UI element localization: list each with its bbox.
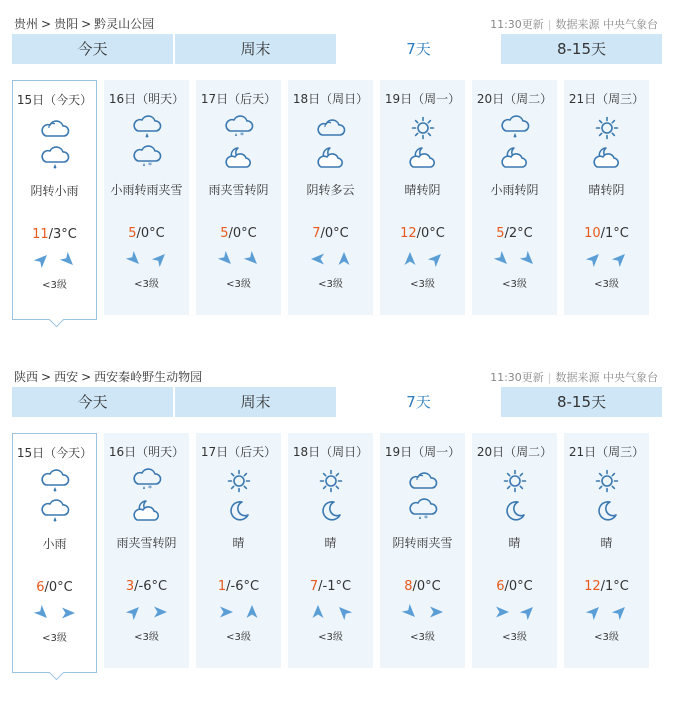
wind-directions (472, 604, 557, 620)
sun-icon (564, 115, 649, 139)
day-date: 15日（今天） (16, 93, 93, 107)
wind-arrow-icon (336, 251, 352, 267)
partly-cloudy-night-icon (196, 145, 281, 169)
breadcrumb-location[interactable]: 黔灵山公园 (94, 17, 155, 31)
cloudy-icon (13, 116, 96, 140)
temp-low: /0°C (416, 226, 445, 241)
weather-description: 阴转小雨 (30, 184, 79, 198)
day-card[interactable] (288, 80, 373, 315)
tab-8-15days[interactable]: 8-15天 (501, 34, 662, 64)
day-date: 20日（周二） (476, 92, 553, 106)
data-source: 数据来源 中央气象台 (555, 371, 658, 384)
wind-level: <3级 (318, 632, 343, 643)
sleet-icon (196, 115, 281, 139)
day-card[interactable] (564, 80, 649, 315)
svg-text:*: * (239, 131, 244, 140)
temp-low: /1°C (600, 226, 629, 241)
temp-low: /2°C (504, 226, 533, 241)
tab-7days[interactable]: 7天 (338, 387, 501, 417)
wind-level: <3级 (502, 279, 527, 290)
wind-arrow-icon (494, 251, 510, 267)
breadcrumb-province[interactable]: 贵州 (14, 17, 39, 31)
partly-cloudy-night-icon (104, 498, 189, 522)
wind-arrow-icon (520, 604, 536, 620)
wind-level: <3级 (134, 632, 159, 643)
svg-text:*: * (423, 514, 428, 523)
temperature (104, 579, 189, 594)
temp-low: /0°C (412, 579, 441, 594)
temp-high: 12 (584, 579, 601, 594)
temperature (472, 579, 557, 594)
data-source: 数据来源 中央气象台 (555, 18, 658, 31)
moon-icon (196, 498, 281, 522)
wind-directions (104, 251, 189, 267)
weather-description: 晴 (508, 536, 521, 550)
temp-high: 10 (584, 226, 601, 241)
wind-level: <3级 (226, 632, 251, 643)
day-card[interactable] (12, 80, 97, 320)
temp-high: 7 (309, 579, 319, 594)
day-date: 16日（明天） (108, 92, 185, 106)
wind-arrow-icon (310, 604, 326, 620)
update-info: 11:30更新 | 数据来源 中央气象台 (490, 371, 658, 384)
temp-low: /1°C (600, 579, 629, 594)
temp-low: /-1°C (318, 579, 352, 594)
temp-high: 3 (125, 579, 135, 594)
panel-header (12, 10, 662, 34)
day-date: 21日（周三） (568, 445, 645, 459)
temp-high: 7 (312, 226, 321, 241)
cloudy-icon (288, 115, 373, 139)
wind-arrow-icon (586, 251, 602, 267)
wind-directions (104, 604, 189, 620)
rain-icon (13, 499, 96, 523)
wind-arrow-icon (152, 604, 168, 620)
panel-header (12, 363, 662, 387)
temperature (13, 580, 96, 595)
temperature (380, 226, 465, 241)
tab-weekend[interactable]: 周末 (175, 387, 338, 417)
partly-cloudy-night-icon (380, 145, 465, 169)
weather-description: 小雨 (42, 537, 67, 551)
day-date: 21日（周三） (568, 92, 645, 106)
day-card[interactable] (472, 80, 557, 315)
wind-arrow-icon (428, 251, 444, 267)
weather-description: 雨夹雪转阴 (116, 536, 177, 550)
range-tabs (12, 387, 662, 417)
breadcrumb-location[interactable]: 西安秦岭野生动物园 (94, 370, 203, 384)
day-card[interactable] (288, 433, 373, 668)
weather-description: 晴转阴 (588, 183, 625, 197)
weather-description: 晴 (232, 536, 245, 550)
temp-high: 11 (32, 227, 49, 242)
wind-arrow-icon (336, 604, 352, 620)
temp-high: 1 (217, 579, 227, 594)
temp-low: /3°C (48, 227, 77, 242)
day-card[interactable] (380, 433, 465, 668)
forecast-panel-xian (12, 363, 662, 678)
temp-low: /0°C (228, 226, 257, 241)
update-time: 11:30更新 (490, 18, 544, 31)
wind-arrow-icon (494, 604, 510, 620)
sleet-icon (104, 145, 189, 169)
wind-arrow-icon (310, 251, 326, 267)
wind-arrow-icon (126, 604, 142, 620)
day-card[interactable] (104, 80, 189, 315)
wind-directions (13, 252, 96, 268)
wind-directions (564, 251, 649, 267)
day-card[interactable] (12, 433, 97, 673)
day-date: 20日（周二） (476, 445, 553, 459)
breadcrumb: 贵州 > 贵阳 > 黔灵山公园 (14, 17, 155, 31)
temperature (288, 579, 373, 594)
partly-cloudy-night-icon (288, 145, 373, 169)
wind-arrow-icon (60, 605, 76, 621)
temp-low: /-6°C (134, 579, 168, 594)
wind-arrow-icon (152, 251, 168, 267)
update-time: 11:30更新 (490, 371, 544, 384)
wind-arrow-icon (520, 251, 536, 267)
wind-directions (288, 251, 373, 267)
day-date: 18日（周日） (292, 445, 369, 459)
wind-arrow-icon (612, 251, 628, 267)
weather-description: 晴 (324, 536, 337, 550)
day-date: 17日（后天） (200, 92, 277, 106)
breadcrumb-city[interactable]: 贵阳 (54, 17, 79, 31)
wind-arrow-icon (34, 252, 50, 268)
day-card[interactable] (196, 433, 281, 668)
day-list (12, 433, 662, 678)
wind-arrow-icon (244, 251, 260, 267)
wind-level: <3级 (594, 632, 619, 643)
wind-arrow-icon (244, 604, 260, 620)
svg-text:*: * (147, 161, 152, 170)
sun-icon (472, 468, 557, 492)
partly-cloudy-night-icon (564, 145, 649, 169)
breadcrumb-city[interactable]: 西安 (54, 370, 79, 384)
day-date: 16日（明天） (108, 445, 185, 459)
wind-directions (196, 604, 281, 620)
temperature (564, 579, 649, 594)
breadcrumb-province[interactable]: 陕西 (14, 370, 39, 384)
wind-directions (472, 251, 557, 267)
wind-level: <3级 (226, 279, 251, 290)
day-card[interactable] (564, 433, 649, 668)
sun-icon (196, 468, 281, 492)
temp-high: 12 (400, 226, 417, 241)
wind-level: <3级 (410, 279, 435, 290)
breadcrumb: 陕西 > 西安 > 西安秦岭野生动物园 (14, 370, 203, 384)
wind-level: <3级 (410, 632, 435, 643)
day-date: 19日（周一） (384, 445, 461, 459)
day-card[interactable] (472, 433, 557, 668)
tab-today[interactable]: 今天 (12, 387, 175, 417)
temperature (13, 227, 96, 242)
wind-directions (13, 605, 96, 621)
temp-high: 6 (496, 579, 505, 594)
weather-description: 小雨转阴 (490, 183, 539, 197)
sun-icon (380, 115, 465, 139)
temp-high: 8 (404, 579, 413, 594)
wind-arrow-icon (126, 251, 142, 267)
tab-7days[interactable]: 7天 (338, 34, 501, 64)
temperature (564, 226, 649, 241)
temperature (288, 226, 373, 241)
day-date: 15日（今天） (16, 446, 93, 460)
temperature (104, 226, 189, 241)
wind-level: <3级 (134, 279, 159, 290)
update-info: 11:30更新 | 数据来源 中央气象台 (490, 18, 658, 31)
wind-level: <3级 (42, 633, 67, 644)
weather-description: 雨夹雪转阴 (208, 183, 269, 197)
day-card[interactable] (380, 80, 465, 315)
wind-directions (288, 604, 373, 620)
temp-low: /0°C (136, 226, 165, 241)
temp-low: /0°C (320, 226, 349, 241)
wind-level: <3级 (318, 279, 343, 290)
weather-description: 晴转阴 (404, 183, 441, 197)
rain-icon (13, 469, 96, 493)
forecast-panel-guiyang (12, 10, 662, 325)
day-date: 18日（周日） (292, 92, 369, 106)
day-date: 19日（周一） (384, 92, 461, 106)
temp-high: 5 (220, 226, 229, 241)
wind-level: <3级 (42, 280, 67, 291)
tab-today[interactable]: 今天 (12, 34, 175, 64)
rain-icon (104, 115, 189, 139)
wind-level: <3级 (502, 632, 527, 643)
day-card[interactable] (104, 433, 189, 668)
moon-icon (564, 498, 649, 522)
rain-icon (13, 146, 96, 170)
moon-icon (472, 498, 557, 522)
wind-arrow-icon (428, 604, 444, 620)
sleet-icon (380, 498, 465, 522)
temperature (472, 226, 557, 241)
day-list (12, 80, 662, 325)
wind-arrow-icon (612, 604, 628, 620)
wind-arrow-icon (218, 251, 234, 267)
wind-arrow-icon (60, 252, 76, 268)
weather-description: 阴转雨夹雪 (392, 536, 453, 550)
temperature (196, 226, 281, 241)
cloudy-icon (380, 468, 465, 492)
day-card[interactable] (196, 80, 281, 315)
weather-description: 阴转多云 (306, 183, 355, 197)
tab-weekend[interactable]: 周末 (175, 34, 338, 64)
temp-low: /0°C (44, 580, 73, 595)
tab-8-15days[interactable]: 8-15天 (501, 387, 662, 417)
wind-directions (380, 251, 465, 267)
wind-arrow-icon (34, 605, 50, 621)
range-tabs (12, 34, 662, 64)
temp-high: 6 (36, 580, 45, 595)
weather-description: 小雨转雨夹雪 (110, 183, 183, 197)
wind-directions (380, 604, 465, 620)
temp-high: 5 (496, 226, 505, 241)
wind-arrow-icon (586, 604, 602, 620)
temperature (380, 579, 465, 594)
moon-icon (288, 498, 373, 522)
wind-arrow-icon (218, 604, 234, 620)
weather-description: 晴 (600, 536, 613, 550)
wind-directions (564, 604, 649, 620)
temp-low: /0°C (504, 579, 533, 594)
temp-low: /-6°C (226, 579, 260, 594)
partly-cloudy-night-icon (472, 145, 557, 169)
wind-arrow-icon (402, 604, 418, 620)
day-date: 17日（后天） (200, 445, 277, 459)
wind-level: <3级 (594, 279, 619, 290)
wind-directions (196, 251, 281, 267)
sun-icon (288, 468, 373, 492)
svg-text:*: * (147, 484, 152, 493)
wind-arrow-icon (402, 251, 418, 267)
sun-icon (564, 468, 649, 492)
temperature (196, 579, 281, 594)
rain-icon (472, 115, 557, 139)
temp-high: 5 (128, 226, 137, 241)
sleet-icon (104, 468, 189, 492)
